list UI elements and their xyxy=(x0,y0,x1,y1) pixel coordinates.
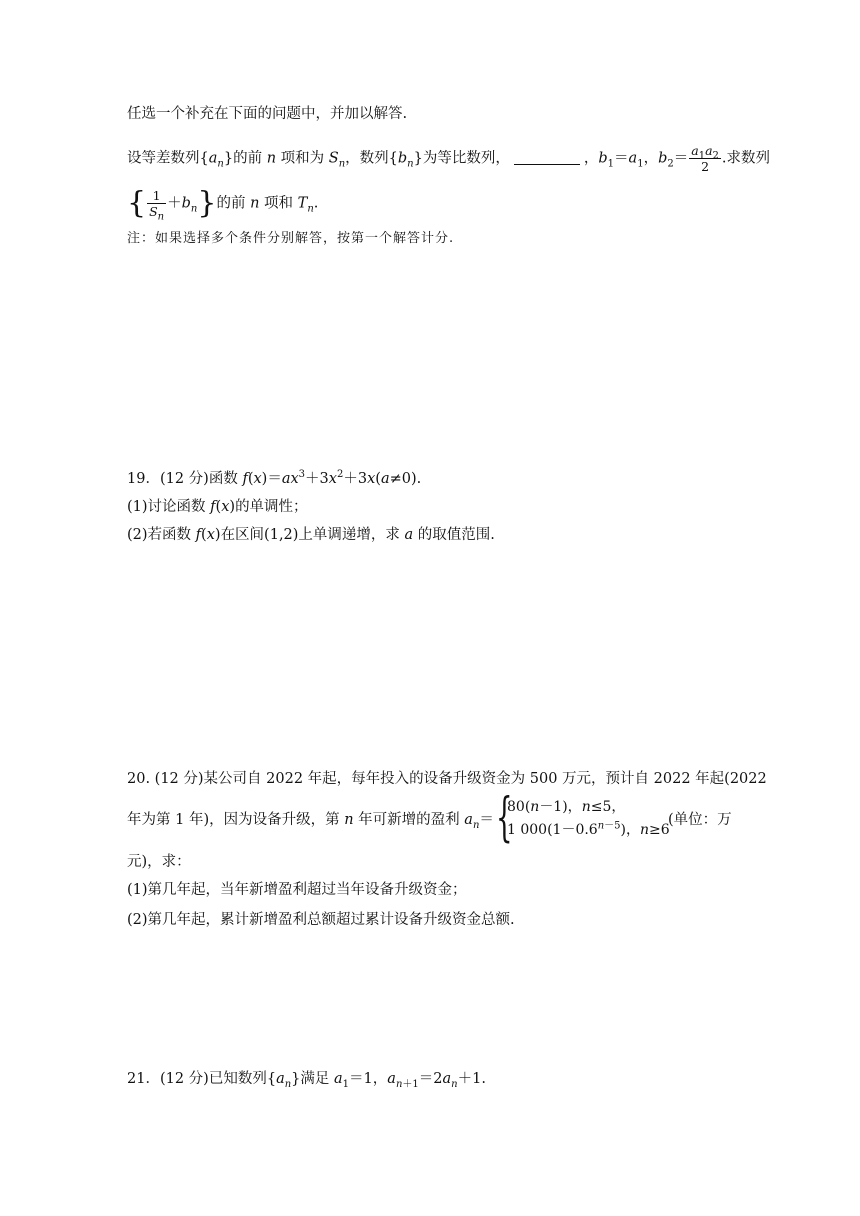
piecewise-case-1: 80(n－1)，n≤5， xyxy=(507,799,626,815)
q19-part-1: (1)讨论函数 f(x)的单调性； xyxy=(127,499,308,515)
fraction-a1a2-over-2: $\frac{a_1a_2}{2}$ xyxy=(691,143,719,174)
q20-line-3: 元)，求： xyxy=(127,854,191,870)
piecewise-case-2: 1 $000(1-0.6^{n-5})$，n≥6 xyxy=(507,820,670,838)
q18-line-2: { $\frac{1}{S_n}$ $+b_n$}的前 n 项和 $T_n$. xyxy=(127,185,319,223)
q20-part-1: (1)第几年起，当年新增盈利超过当年设备升级资金； xyxy=(127,882,467,898)
answer-blank[interactable] xyxy=(514,150,580,165)
q20-line-2: 年为第 1 年)，因为设备升级，第 n 年可新增的盈利 $a_n=$ xyxy=(127,812,494,831)
q21-title: 21．(12 分)已知数列$\{a_n\}$满足 $a_1=1$，$a_{n+1}=2a_n+1$. xyxy=(127,1071,486,1090)
q19-title: 19．(12 分)函数 $f(x)=ax^3+3x^2+3x(a\ne 0)$. xyxy=(127,469,422,487)
left-brace: { xyxy=(127,185,147,221)
intro-text: 任选一个补充在下面的问题中，并加以解答. xyxy=(127,106,408,122)
q18-note: 注：如果选择多个条件分别解答，按第一个解答计分. xyxy=(127,231,455,246)
right-brace: } xyxy=(197,185,217,221)
q20-line-1: 20. (12 分)某公司自 2022 年起，每年投入的设备升级资金为 500 万元，预计自 2022 年起(2022 xyxy=(127,771,767,787)
q20-unit: (单位：万 xyxy=(668,812,732,828)
q20-part-2: (2)第几年起，累计新增盈利总额超过累计设备升级资金总额. xyxy=(127,912,515,928)
fraction-1-over-Sn: $\frac{1}{S_n}$ xyxy=(149,188,165,223)
q18-line-1: 设等差数列$\{a_n\}$的前 n 项和为 $S_n$，数列$\{b_n\}$为等比数列， ，$b_1=a_1$，$b_2=$ $\frac{a_1a_2}{2}$ .求数列 xyxy=(127,143,770,174)
piecewise-brace: { xyxy=(496,788,513,848)
q19-part-2: (2)若函数 f(x)在区间(1,2)上单调递增，求 a 的取值范围. xyxy=(127,527,495,543)
